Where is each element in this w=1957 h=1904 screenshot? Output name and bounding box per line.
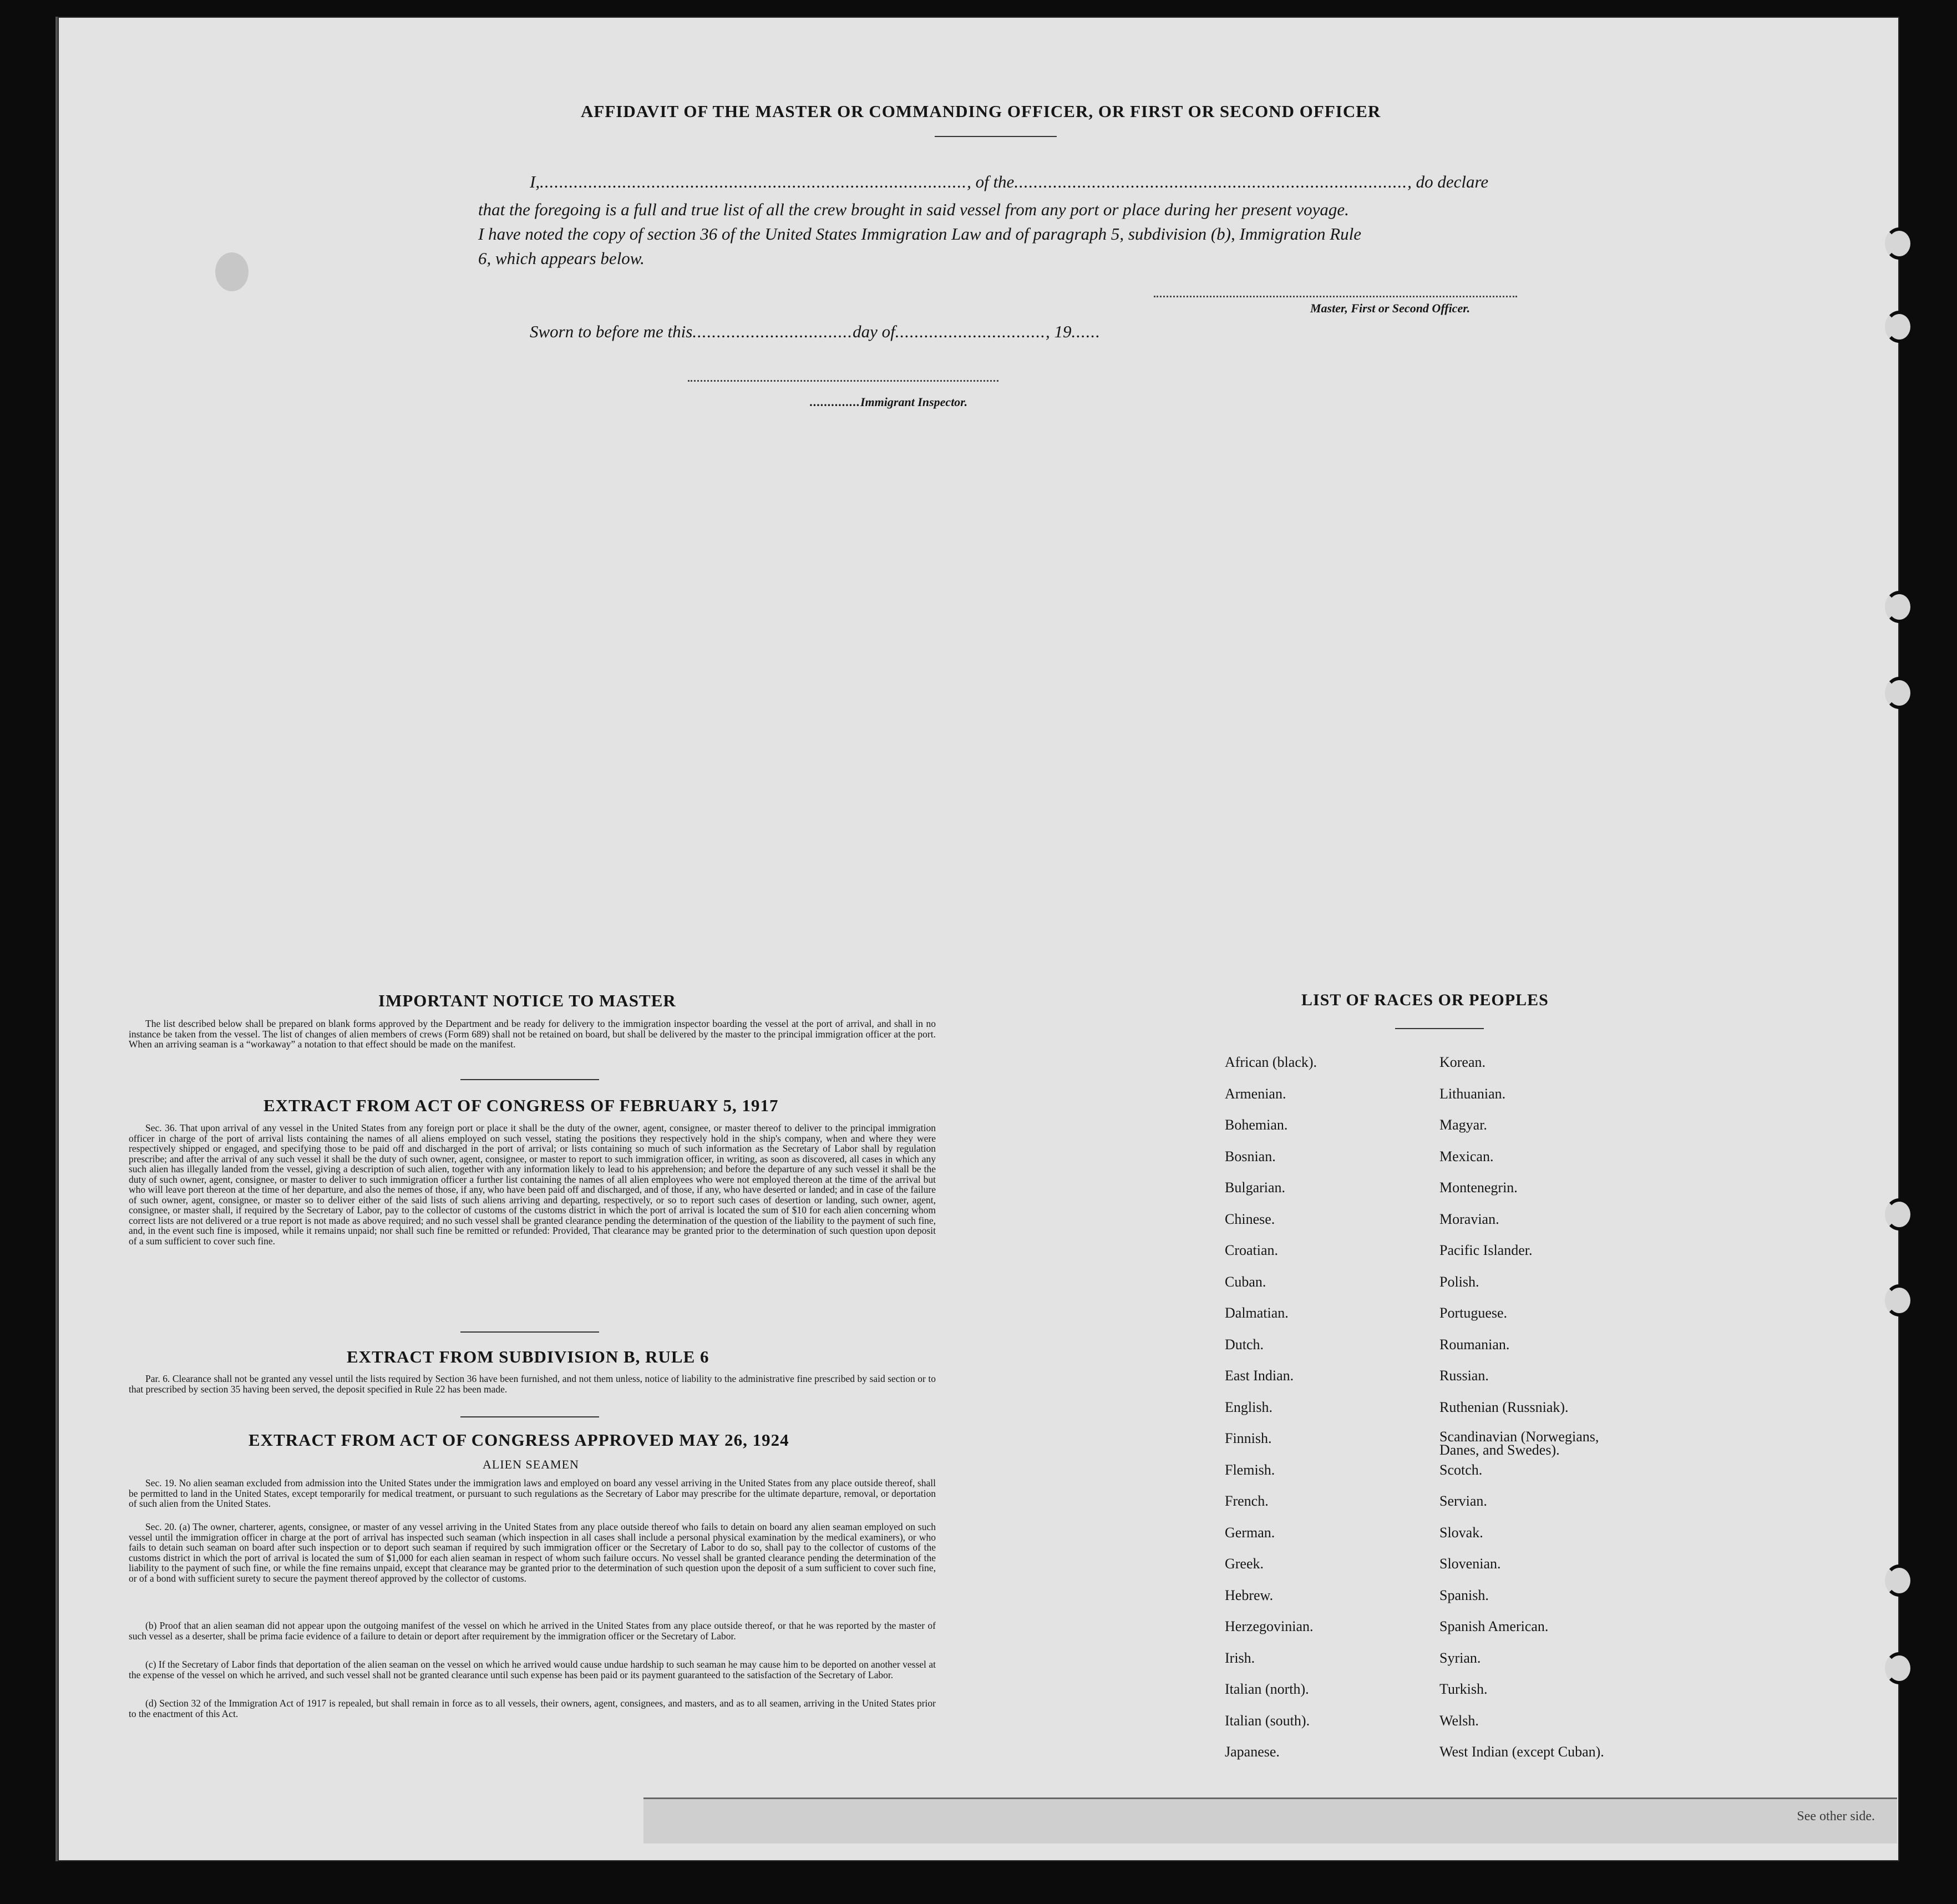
races-title-rule [1395, 1028, 1484, 1029]
race-item: Herzegovinian. [1225, 1618, 1314, 1634]
race-item: Dalmatian. [1225, 1305, 1289, 1321]
sworn-prefix: Sworn to before me this [530, 322, 693, 341]
affidavit-line-2: that the foregoing is a full and true list of all the crew brought in said vessel from any port or place during her present voyage. [478, 200, 1349, 219]
race-item: Italian (north). [1225, 1681, 1309, 1697]
punch-hole [1885, 227, 1914, 260]
race-item: Armenian. [1225, 1085, 1286, 1102]
section-rule [460, 1079, 599, 1080]
affidavit-line-3: I have noted the copy of section 36 of the United States Immigration Law and of paragraph 5, subdivision (b), Immigration Rule [478, 224, 1362, 244]
title-rule [935, 136, 1057, 137]
underlying-page-text: See other side. [1797, 1809, 1875, 1824]
race-item: Chinese. [1225, 1211, 1275, 1227]
affidavit-line-1 [530, 172, 1488, 192]
notice-text: The list described below shall be prepared on blank forms approved by the Department and be ready for delivery to the immigration inspector boarding the vessel at the port of arrival, and shall in no instance be taken from the vessel. The list of changes of alien members of crews (Form 689) shall not be retained on board, but shall be delivered by the master to the principal immigration officer at the port. When an arriving seaman is a “workaway” a notation to that effect should be made on the manifest. [129, 1018, 936, 1050]
master-signature-line[interactable] [1154, 296, 1517, 297]
extract-1924-sec20a: Sec. 20. (a) The owner, charterer, agents, consignee, or master of any vessel arriving in the United States from any place outside thereof who fails to detain on board any alien seaman employed on such vessel until the immigration officer in charge at the port of arrival has inspected such seaman (which inspection in all cases shall include a personal physical examination by the medical examiners), or who fails to detain such seaman on board after such inspection or to deport such seaman if required by such immigration officer or the Secretary of Labor to do so, shall pay to the collector of customs of the customs district in which the port of arrival is located the sum of $1,000 for each alien seaman in respect of whom such failure occurs. No vessel shall be granted clearance pending the determination of the liability to the payment of such fine, or while the fine remains unpaid, except that clearance may be granted prior to the determination of such question upon the deposit of a sum sufficient to cover such fine, or of a bond with sufficient surety to secure the payment thereof approved by the collector of customs. [129, 1521, 936, 1584]
vessel-name-field[interactable]: ................................................................................. [1014, 172, 1408, 191]
day-of-label: day of [853, 322, 895, 341]
inspector-caption-text: Immigrant Inspector. [860, 395, 968, 409]
master-signature-caption: Master, First or Second Officer. [1310, 301, 1471, 315]
race-item: Cuban. [1225, 1273, 1266, 1290]
race-item: Russian. [1439, 1368, 1489, 1384]
race-item: Welsh. [1439, 1712, 1479, 1729]
punch-hole [1885, 1198, 1914, 1230]
race-item: Moravian. [1439, 1211, 1499, 1227]
inspector-caption: ..............Immigrant Inspector. [810, 395, 968, 409]
underlying-page-edge [643, 1797, 1897, 1844]
race-item: Polish. [1439, 1273, 1479, 1290]
race-item: Irish. [1225, 1649, 1255, 1666]
affidavit-line-4: 6, which appears below. [478, 249, 645, 268]
extract-1917-text: Sec. 36. That upon arrival of any vessel in the United States from any foreign port or place it shall be the duty of the owner, agent, consignee, or master thereof to deliver to the principal immigration officer in charge of the port of arrival lists containing the names of all aliens employed on such vessel, stating the positions they respectively hold in the ship's company, when and where they were respectively shipped or engaged, and specifying those to be paid off and discharged in the port of arrival; or lists containing so much of such information as the Secretary of Labor shall by regulation prescribe; and after the arrival of any such vessel it shall be the duty of such owner, agent, consignee, or master to report to such immigration officer, in writing, as soon as discovered, all cases in which any such alien has illegally landed from the vessel, giving a description of such alien, together with any information likely to lead to his apprehension; and before the departure of any such vessel it shall be the duty of such owner, agent, consignee, or master to deliver to such immigration officer a further list containing the names of all alien employees who were not employed thereon at the time of the arrival but who will leave port thereon at the time of her departure, and also the nemes of those, if any, who have been paid off and discharged, and of those, if any, who have deserted or landed; and in case of the failure of such owner, agent, consignee, or master so to deliver either of the said lists of such aliens arriving and departing, respectively, or so to report such cases of desertion or landing, such owner, agent, consignee, or master shall, if required by the Secretary of Labor, pay to the collector of customs of the customs district in which the port of arrival is located the sum of $10 for each alien concerning whom correct lists are not delivered or a true report is not made as above required; and no such vessel shall be granted clearance pending the determination of the question of the liability to the payment of such fine, and, in the event such fine is imposed, while it remains unpaid; nor shall such fine be remitted or refunded: Provided, That clearance may be granted prior to the determination of such question upon deposit of a sum sufficient to cover such fine. [129, 1122, 936, 1247]
sworn-year-field[interactable]: ...... [1071, 322, 1101, 341]
alien-seamen-subtitle: ALIEN SEAMEN [483, 1457, 579, 1471]
extract-rule6-text: Par. 6. Clearance shall not be granted any vessel until the lists required by Section 36 have been furnished, and not them unless, notice of liability to the administrative fine prescribed by said section or to that prescribed by section 35 having been served, the deposit specified in Rule 22 has been made. [129, 1373, 936, 1395]
of-the-label: , of the [967, 172, 1015, 191]
race-item: German. [1225, 1524, 1275, 1541]
race-item: Portuguese. [1439, 1305, 1508, 1321]
race-item: Syrian. [1439, 1649, 1481, 1666]
sworn-day-field[interactable]: ................................. [692, 322, 853, 341]
races-title: LIST OF RACES OR PEOPLES [1301, 991, 1549, 1009]
race-item: Croatian. [1225, 1242, 1279, 1258]
extract-rule6-title: EXTRACT FROM SUBDIVISION B, RULE 6 [347, 1347, 709, 1366]
sworn-line [530, 322, 1101, 342]
document-page [55, 17, 1899, 1861]
punch-hole [1885, 591, 1914, 623]
race-item: Japanese. [1225, 1744, 1280, 1760]
extract-1924-sec20d: (d) Section 32 of the Immigration Act of 1917 is repealed, but shall remain in force as to all vessels, their owners, agent, consignees, and masters, and as to all seamen, arriving in the United States prior to the enactment of this Act. [129, 1698, 936, 1719]
race-item: Bulgarian. [1225, 1179, 1286, 1196]
extract-1924-title: EXTRACT FROM ACT OF CONGRESS APPROVED MAY 26, 1924 [249, 1430, 789, 1450]
race-item: English. [1225, 1399, 1272, 1415]
extract-1924-sec19: Sec. 19. No alien seaman excluded from admission into the United States under the immigration laws and employed on board any vessel arriving in the United States from any place outside thereof, shall be permitted to land in the United States, except temporarily for medical treatment, or pursuant to such regulations as the Secretary of Labor may prescribe for the ultimate departure, removal, or deportation of such alien from the United States. [129, 1477, 936, 1509]
race-item: East Indian. [1225, 1368, 1294, 1384]
race-item: African (black). [1225, 1054, 1317, 1070]
race-item: West Indian (except Cuban). [1439, 1744, 1604, 1760]
race-item: Spanish American. [1439, 1618, 1549, 1634]
race-item: Flemish. [1225, 1461, 1275, 1478]
race-item: Bosnian. [1225, 1148, 1276, 1164]
section-rule [460, 1416, 599, 1417]
punch-hole [1885, 1284, 1914, 1316]
do-declare-label: , do declare [1407, 172, 1489, 191]
declarant-prefix: I, [530, 172, 540, 191]
punch-hole [1885, 677, 1914, 709]
race-item: Hebrew. [1225, 1587, 1274, 1603]
race-item: Servian. [1439, 1493, 1487, 1509]
punch-hole [1885, 311, 1914, 343]
race-item: Slovenian. [1439, 1556, 1501, 1572]
stain-mark [215, 252, 249, 291]
extract-1924-sec20b: (b) Proof that an alien seaman did not appear upon the outgoing manifest of the vessel on which he arrived in the United States from any place outside thereof, or that he was reported by the master of such vessel as a deserter, shall be prima facie evidence of a failure to detain or deport after requirement by the immigration officer or the Secretary of Labor. [129, 1620, 936, 1642]
race-item: Korean. [1439, 1054, 1486, 1070]
race-item: Mexican. [1439, 1148, 1494, 1164]
race-item: Montenegrin. [1439, 1179, 1518, 1196]
race-item: Bohemian. [1225, 1117, 1288, 1133]
notice-title: IMPORTANT NOTICE TO MASTER [378, 991, 676, 1010]
affidavit-title: AFFIDAVIT OF THE MASTER OR COMMANDING OFFICER, OR FIRST OR SECOND OFFICER [581, 102, 1381, 121]
inspector-signature-line[interactable] [688, 380, 998, 382]
declarant-name-field[interactable]: ........................................................................................ [540, 172, 967, 191]
race-item: Scotch. [1439, 1461, 1483, 1478]
sworn-month-field[interactable]: ............................... [895, 322, 1046, 341]
race-item: Roumanian. [1439, 1336, 1510, 1353]
race-item: Lithuanian. [1439, 1085, 1506, 1102]
race-item: Ruthenian (Russniak). [1439, 1399, 1569, 1415]
race-item: Pacific Islander. [1439, 1242, 1533, 1258]
extract-1917-title: EXTRACT FROM ACT OF CONGRESS OF FEBRUARY 5, 1917 [263, 1096, 779, 1115]
race-item: Turkish. [1439, 1681, 1488, 1697]
race-item: Greek. [1225, 1556, 1264, 1572]
race-item: Italian (south). [1225, 1712, 1310, 1729]
race-item: French. [1225, 1493, 1269, 1509]
extract-1924-sec20c: (c) If the Secretary of Labor finds that deportation of the alien seaman on the vessel on which he arrived would cause undue hardship to such seaman he may cause him to be deported on another vessel at the expense of the vessel on which he arrived, and such vessel shall not be granted clearance until such expense has been paid or its payment guaranteed to the satisfaction of the Secretary of Labor. [129, 1659, 936, 1680]
race-item: Finnish. [1225, 1430, 1272, 1446]
race-item: Spanish. [1439, 1587, 1489, 1603]
race-item: Dutch. [1225, 1336, 1264, 1353]
race-item: Magyar. [1439, 1117, 1487, 1133]
punch-hole [1885, 1564, 1914, 1597]
race-item: Scandinavian (Norwegians, Danes, and Swedes). [1439, 1429, 1599, 1458]
punch-hole [1885, 1652, 1914, 1684]
year-prefix: , 19 [1045, 322, 1072, 341]
section-rule [460, 1331, 599, 1333]
race-item: Slovak. [1439, 1524, 1483, 1541]
